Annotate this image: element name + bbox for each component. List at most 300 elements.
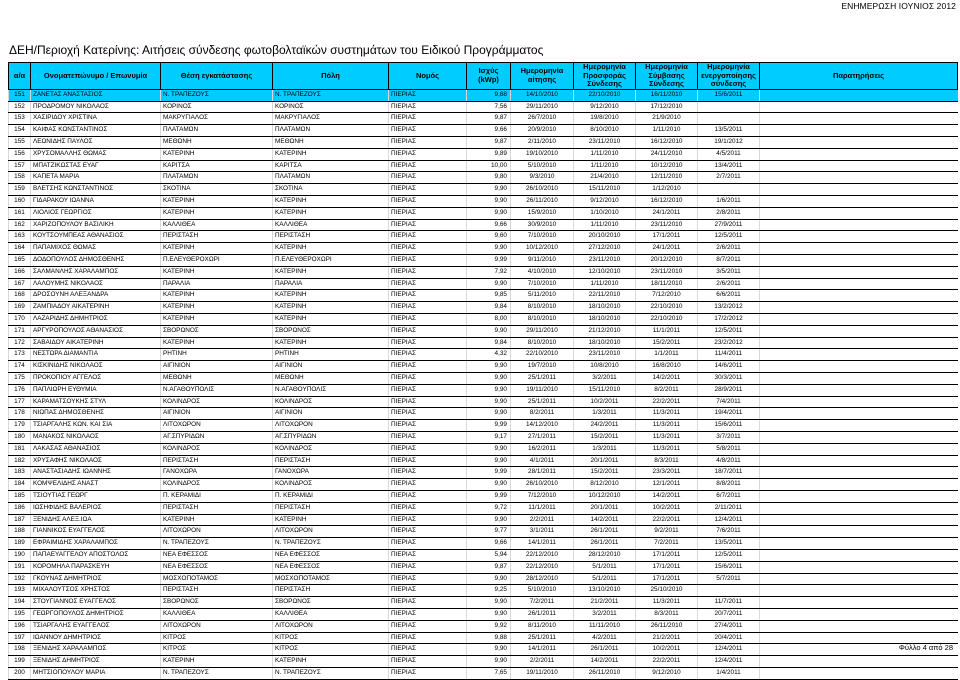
cell-power: 9,89 [467, 148, 511, 160]
cell-app-date: 14/10/2010 [511, 89, 574, 101]
cell-app-date: 5/11/2010 [511, 290, 574, 302]
cell-prefecture: ΠΙΕΡΙΑΣ [389, 467, 467, 479]
cell-power: 9,90 [467, 597, 511, 609]
cell-notes [760, 573, 958, 585]
cell-notes [760, 597, 958, 609]
cell-notes [760, 125, 958, 137]
cell-name: ΝΕΣΤΩΡΑ ΔΙΑΜΑΝΤΙΑ [31, 349, 161, 361]
header-aa: α/α [9, 63, 31, 90]
cell-location: ΚΑΤΕΡΙΝΗ [161, 337, 273, 349]
cell-prefecture: ΠΙΕΡΙΑΣ [389, 337, 467, 349]
header-contract-date: Ημερομηνία Σύμβασης Σύνδεσης [636, 63, 698, 90]
cell-power: 9,80 [467, 172, 511, 184]
cell-location: ΜΕΘΩΝΗ [161, 373, 273, 385]
cell-activation-date: 27/4/2011 [698, 620, 760, 632]
cell-location: ΚΑΛΛΙΘΕΑ [161, 608, 273, 620]
table-row [9, 207, 958, 219]
cell-power: 9,99 [467, 490, 511, 502]
cell-location: ΚΑΤΕΡΙΝΗ [161, 207, 273, 219]
cell-prefecture: ΠΙΕΡΙΑΣ [389, 137, 467, 149]
cell-notes [760, 479, 958, 491]
cell-location: ΑΙΓΙΝΙΟΝ [161, 361, 273, 373]
table-row [9, 479, 958, 491]
cell-activation-date: 13/2/2012 [698, 302, 760, 314]
cell-city: ΚΙΤΡΟΣ [273, 632, 389, 644]
header-location: Θέση εγκατάστασης [161, 63, 273, 90]
cell-power: 9,90 [467, 408, 511, 420]
cell-contract-date: 22/2/2011 [636, 656, 698, 668]
cell-activation-date: 6/6/2011 [698, 290, 760, 302]
cell-app-date: 3/1/2011 [511, 526, 574, 538]
cell-power: 9,17 [467, 431, 511, 443]
cell-prefecture: ΠΙΕΡΙΑΣ [389, 396, 467, 408]
table-row [9, 597, 958, 609]
cell-app-date: 8/10/2010 [511, 314, 574, 326]
cell-activation-date [698, 585, 760, 597]
cell-name: ΞΕΝΙΔΗΣ ΔΗΜΗΤΡΙΟΣ [31, 656, 161, 668]
cell-notes [760, 549, 958, 561]
cell-notes [760, 538, 958, 550]
cell-prefecture: ΠΙΕΡΙΑΣ [389, 549, 467, 561]
table-row [9, 101, 958, 113]
table-row [9, 408, 958, 420]
cell-location: ΠΕΡΙΣΤΑΣΗ [161, 231, 273, 243]
cell-offer-date: 9/12/2010 [574, 101, 636, 113]
cell-contract-date: 8/3/2011 [636, 608, 698, 620]
header-notes: Παρατηρήσεις [760, 63, 958, 90]
cell-app-date: 28/1/2011 [511, 467, 574, 479]
cell-aa: 163 [9, 231, 31, 243]
cell-offer-date: 9/12/2010 [574, 196, 636, 208]
cell-location: ΑΓ.ΣΠΥΡΙΔΩΝ [161, 431, 273, 443]
cell-name: ΚΟΥΤΣΟΥΜΠΕΑΣ ΑΘΑΝΑΣΙΟΣ [31, 231, 161, 243]
cell-location: ΣΒΟΡΩΝΟΣ [161, 325, 273, 337]
cell-contract-date: 20/12/2010 [636, 255, 698, 267]
table-row [9, 337, 958, 349]
cell-contract-date: 21/2/2011 [636, 632, 698, 644]
cell-name: ΚΙΣΚΙΝΙΔΗΣ ΝΙΚΟΛΑΟΣ [31, 361, 161, 373]
table-row [9, 632, 958, 644]
cell-app-date: 29/11/2010 [511, 325, 574, 337]
cell-app-date: 22/10/2010 [511, 349, 574, 361]
cell-offer-date: 20/1/2011 [574, 502, 636, 514]
table-row [9, 184, 958, 196]
cell-contract-date: 12/11/2010 [636, 172, 698, 184]
cell-aa: 160 [9, 196, 31, 208]
cell-offer-date: 21/12/2010 [574, 325, 636, 337]
cell-notes [760, 656, 958, 668]
cell-app-date: 5/10/2010 [511, 585, 574, 597]
cell-name: ΛΑΖΑΡΙΔΗΣ ΔΗΜΗΤΡΙΟΣ [31, 314, 161, 326]
cell-notes [760, 361, 958, 373]
cell-city: Ν.ΑΓΑΘΟΥΠΟΛΙΣ [273, 384, 389, 396]
cell-offer-date: 12/10/2010 [574, 266, 636, 278]
cell-activation-date: 11/7/2011 [698, 597, 760, 609]
cell-aa: 195 [9, 608, 31, 620]
cell-offer-date: 24/2/2011 [574, 420, 636, 432]
cell-contract-date: 22/2/2011 [636, 396, 698, 408]
table-row [9, 314, 958, 326]
cell-name: ΤΣΙΟΥΤΙΑΣ ΓΕΩΡΓ [31, 490, 161, 502]
cell-contract-date: 8/2/2011 [636, 384, 698, 396]
cell-app-date: 26/10/2010 [511, 479, 574, 491]
cell-activation-date: 4/8/2011 [698, 455, 760, 467]
cell-aa: 156 [9, 148, 31, 160]
cell-location: ΚΑΤΕΡΙΝΗ [161, 514, 273, 526]
cell-aa: 158 [9, 172, 31, 184]
cell-app-date: 7/2/2011 [511, 597, 574, 609]
cell-notes [760, 231, 958, 243]
cell-notes [760, 420, 958, 432]
cell-offer-date: 1/11/2010 [574, 278, 636, 290]
header-app-date: Ημερομηνία αίτησης [511, 63, 574, 90]
cell-aa: 188 [9, 526, 31, 538]
cell-city: ΛΙΤΟΧΩΡΟΝ [273, 526, 389, 538]
cell-prefecture: ΠΙΕΡΙΑΣ [389, 255, 467, 267]
cell-city: ΚΑΤΕΡΙΝΗ [273, 207, 389, 219]
cell-power: 9,66 [467, 125, 511, 137]
cell-location: Ν.ΑΓΑΘΟΥΠΟΛΙΣ [161, 384, 273, 396]
cell-location: ΠΛΑΤΑΜΩΝ [161, 125, 273, 137]
cell-prefecture: ΠΙΕΡΙΑΣ [389, 89, 467, 101]
cell-activation-date: 3/7/2011 [698, 431, 760, 443]
cell-aa: 193 [9, 585, 31, 597]
cell-power: 5,94 [467, 549, 511, 561]
cell-name: ΣΑΛΜΑΝΛΗΣ ΧΑΡΑΛΑΜΠΟΣ [31, 266, 161, 278]
cell-contract-date: 16/11/2010 [636, 89, 698, 101]
cell-prefecture: ΠΙΕΡΙΑΣ [389, 597, 467, 609]
cell-aa: 181 [9, 443, 31, 455]
cell-contract-date: 23/11/2010 [636, 266, 698, 278]
cell-prefecture: ΠΙΕΡΙΑΣ [389, 408, 467, 420]
cell-location: ΚΙΤΡΟΣ [161, 644, 273, 656]
table-row [9, 89, 958, 101]
cell-name: ΤΣΙΑΡΓΑΛΗΣ ΚΩΝ. ΚΑΙ ΣΙΑ [31, 420, 161, 432]
cell-city: ΚΑΛΛΙΘΕΑ [273, 219, 389, 231]
cell-notes [760, 502, 958, 514]
cell-notes [760, 255, 958, 267]
cell-city: ΠΕΡΙΣΤΑΣΗ [273, 231, 389, 243]
cell-name: ΑΡΓΥΡΟΠΟΥΛΟΣ ΑΘΑΝΑΣΙΟΣ [31, 325, 161, 337]
cell-aa: 167 [9, 278, 31, 290]
cell-location: ΝΕΑ ΕΦΕΣΣΟΣ [161, 549, 273, 561]
cell-city: Π.ΕΛΕΥΘΕΡΟΧΩΡΙ [273, 255, 389, 267]
cell-app-date: 30/9/2010 [511, 219, 574, 231]
cell-power: 9,90 [467, 243, 511, 255]
cell-prefecture: ΠΙΕΡΙΑΣ [389, 479, 467, 491]
cell-offer-date: 15/2/2011 [574, 467, 636, 479]
table-row [9, 667, 958, 679]
cell-contract-date: 24/1/2011 [636, 207, 698, 219]
cell-power: 9,87 [467, 137, 511, 149]
cell-notes [760, 526, 958, 538]
cell-city: Ν. ΤΡΑΠΕΖΟΥΣ [273, 667, 389, 679]
cell-location: ΜΟΣΧΟΠΟΤΑΜΟΣ [161, 573, 273, 585]
cell-power: 9,90 [467, 325, 511, 337]
table-row [9, 573, 958, 585]
cell-city: ΚΟΡΙΝΟΣ [273, 101, 389, 113]
cell-city: ΠΑΡΑΛΙΑ [273, 278, 389, 290]
cell-aa: 171 [9, 325, 31, 337]
cell-activation-date: 1/6/2011 [698, 196, 760, 208]
table-row [9, 455, 958, 467]
cell-notes [760, 101, 958, 113]
cell-activation-date: 12/4/2011 [698, 656, 760, 668]
cell-prefecture: ΠΙΕΡΙΑΣ [389, 514, 467, 526]
cell-aa: 155 [9, 137, 31, 149]
cell-location: ΚΟΡΙΝΟΣ [161, 101, 273, 113]
cell-power: 9,60 [467, 231, 511, 243]
cell-prefecture: ΠΙΕΡΙΑΣ [389, 172, 467, 184]
cell-location: ΠΕΡΙΣΤΑΣΗ [161, 585, 273, 597]
cell-prefecture: ΠΙΕΡΙΑΣ [389, 526, 467, 538]
cell-activation-date: 30/3/2011 [698, 373, 760, 385]
cell-name: ΚΟΜΨΕΛΙΔΗΣ ΑΝΑΣΤ [31, 479, 161, 491]
cell-activation-date: 20/7/2011 [698, 608, 760, 620]
cell-prefecture: ΠΙΕΡΙΑΣ [389, 160, 467, 172]
cell-contract-date: 11/3/2011 [636, 408, 698, 420]
table-row [9, 384, 958, 396]
table-row [9, 538, 958, 550]
table-row [9, 420, 958, 432]
cell-city: ΚΟΛΙΝΔΡΟΣ [273, 396, 389, 408]
cell-city: ΚΑΤΕΡΙΝΗ [273, 314, 389, 326]
cell-app-date: 9/3/2010 [511, 172, 574, 184]
cell-contract-date: 25/10/2010 [636, 585, 698, 597]
cell-power: 9,90 [467, 184, 511, 196]
cell-location: ΓΑΝΟΧΩΡΑ [161, 467, 273, 479]
cell-name: ΧΡΥΣΑΦΗΣ ΝΙΚΟΛΑΟΣ [31, 455, 161, 467]
cell-name: ΝΙΩΠΑΣ ΔΗΜΟΣΘΕΝΗΣ [31, 408, 161, 420]
cell-aa: 187 [9, 514, 31, 526]
cell-city: ΠΛΑΤΑΜΩΝ [273, 125, 389, 137]
table-row [9, 396, 958, 408]
cell-activation-date: 3/5/2011 [698, 266, 760, 278]
cell-name: ΓΙΔΑΡΑΚΟΥ ΙΩΑΝΝΑ [31, 196, 161, 208]
cell-notes [760, 137, 958, 149]
table-row [9, 148, 958, 160]
cell-city: ΠΕΡΙΣΤΑΣΗ [273, 502, 389, 514]
cell-location: ΠΛΑΤΑΜΩΝ [161, 172, 273, 184]
cell-notes [760, 243, 958, 255]
cell-prefecture: ΠΙΕΡΙΑΣ [389, 561, 467, 573]
cell-city: ΚΑΤΕΡΙΝΗ [273, 196, 389, 208]
cell-contract-date: 22/10/2010 [636, 302, 698, 314]
table-row [9, 137, 958, 149]
cell-city: ΜΑΚΡΥΓΙΑΛΟΣ [273, 113, 389, 125]
cell-prefecture: ΠΙΕΡΙΑΣ [389, 231, 467, 243]
cell-notes [760, 384, 958, 396]
cell-aa: 177 [9, 396, 31, 408]
cell-activation-date: 15/6/2011 [698, 89, 760, 101]
cell-name: ΛΑΛΟΥΜΗΣ ΝΙΚΟΛΑΟΣ [31, 278, 161, 290]
cell-app-date: 14/12/2010 [511, 420, 574, 432]
cell-app-date: 26/11/2010 [511, 196, 574, 208]
cell-prefecture: ΠΙΕΡΙΑΣ [389, 431, 467, 443]
table-body [9, 89, 958, 679]
cell-location: ΡΗΤΙΝΗ [161, 349, 273, 361]
cell-name: ΜΗΤΣΙΟΠΟΥΛΟΥ ΜΑΡΙΑ [31, 667, 161, 679]
cell-aa: 183 [9, 467, 31, 479]
cell-prefecture: ΠΙΕΡΙΑΣ [389, 101, 467, 113]
cell-notes [760, 408, 958, 420]
cell-activation-date: 27/9/2011 [698, 219, 760, 231]
cell-app-date: 29/11/2010 [511, 101, 574, 113]
table-row [9, 431, 958, 443]
cell-prefecture: ΠΙΕΡΙΑΣ [389, 585, 467, 597]
cell-contract-date: 1/1/2011 [636, 349, 698, 361]
cell-contract-date: 8/3/2011 [636, 455, 698, 467]
cell-notes [760, 608, 958, 620]
cell-offer-date: 18/10/2010 [574, 337, 636, 349]
cell-contract-date: 17/1/2011 [636, 231, 698, 243]
cell-notes [760, 290, 958, 302]
cell-offer-date: 3/2/2011 [574, 608, 636, 620]
cell-prefecture: ΠΙΕΡΙΑΣ [389, 314, 467, 326]
cell-location: ΚΟΛΙΝΔΡΟΣ [161, 479, 273, 491]
cell-city: ΛΙΤΟΧΩΡΟΝ [273, 420, 389, 432]
cell-activation-date: 12/4/2011 [698, 514, 760, 526]
cell-name: ΓΕΩΡΓΟΠΟΥΛΟΣ ΔΗΜΗΤΡΙΟΣ [31, 608, 161, 620]
table-row [9, 361, 958, 373]
cell-app-date: 22/12/2010 [511, 561, 574, 573]
cell-offer-date: 22/10/2010 [574, 89, 636, 101]
cell-aa: 170 [9, 314, 31, 326]
cell-activation-date: 12/5/2011 [698, 549, 760, 561]
cell-notes [760, 207, 958, 219]
cell-aa: 173 [9, 349, 31, 361]
table-row [9, 125, 958, 137]
table-row [9, 490, 958, 502]
cell-power: 9,66 [467, 219, 511, 231]
cell-aa: 169 [9, 302, 31, 314]
table-row [9, 231, 958, 243]
cell-app-date: 19/10/2010 [511, 148, 574, 160]
cell-notes [760, 113, 958, 125]
page-title: ΔΕΗ/Περιοχή Κατερίνης: Αιτήσεις σύνδεσης φωτοβολταϊκών συστημάτων του Ειδικού Προγράμματος [9, 43, 544, 57]
cell-prefecture: ΠΙΕΡΙΑΣ [389, 113, 467, 125]
cell-aa: 199 [9, 656, 31, 668]
cell-app-date: 8/11/2010 [511, 620, 574, 632]
cell-prefecture: ΠΙΕΡΙΑΣ [389, 207, 467, 219]
cell-power: 9,90 [467, 361, 511, 373]
cell-notes [760, 219, 958, 231]
cell-app-date: 25/1/2011 [511, 396, 574, 408]
cell-app-date: 20/9/2010 [511, 125, 574, 137]
table-row [9, 656, 958, 668]
cell-power: 9,90 [467, 207, 511, 219]
cell-app-date: 9/11/2010 [511, 255, 574, 267]
cell-prefecture: ΠΙΕΡΙΑΣ [389, 455, 467, 467]
cell-app-date: 4/10/2010 [511, 266, 574, 278]
cell-notes [760, 585, 958, 597]
cell-power: 9,90 [467, 479, 511, 491]
cell-location: ΛΙΤΟΧΩΡΟΝ [161, 620, 273, 632]
cell-activation-date: 8/7/2011 [698, 255, 760, 267]
cell-offer-date: 8/12/2010 [574, 479, 636, 491]
cell-app-date: 22/12/2010 [511, 549, 574, 561]
cell-offer-date: 28/12/2010 [574, 549, 636, 561]
cell-contract-date: 10/12/2010 [636, 160, 698, 172]
cell-location: Ν. ΤΡΑΠΕΖΟΥΣ [161, 89, 273, 101]
cell-prefecture: ΠΙΕΡΙΑΣ [389, 620, 467, 632]
cell-prefecture: ΠΙΕΡΙΑΣ [389, 656, 467, 668]
table-row [9, 196, 958, 208]
cell-contract-date: 26/11/2010 [636, 620, 698, 632]
cell-offer-date: 23/11/2010 [574, 349, 636, 361]
cell-offer-date: 27/12/2010 [574, 243, 636, 255]
cell-prefecture: ΠΙΕΡΙΑΣ [389, 243, 467, 255]
table-row [9, 514, 958, 526]
cell-notes [760, 396, 958, 408]
cell-name: ΚΑΡΑΜΑΤΣΟΥΚΗΣ ΣΤΥΛ [31, 396, 161, 408]
cell-power: 9,68 [467, 89, 511, 101]
cell-city: ΚΑΤΕΡΙΝΗ [273, 337, 389, 349]
cell-app-date: 4/1/2011 [511, 455, 574, 467]
table-row [9, 467, 958, 479]
cell-aa: 197 [9, 632, 31, 644]
cell-app-date: 19/11/2010 [511, 384, 574, 396]
cell-name: ΓΚΟΥΝΑΣ ΔΗΜΗΤΡΙΟΣ [31, 573, 161, 585]
cell-activation-date: 20/4/2011 [698, 632, 760, 644]
cell-city: ΜΕΘΩΝΗ [273, 373, 389, 385]
cell-location: Π.ΕΛΕΥΘΕΡΟΧΩΡΙ [161, 255, 273, 267]
cell-prefecture: ΠΙΕΡΙΑΣ [389, 302, 467, 314]
cell-power: 9,90 [467, 573, 511, 585]
cell-city: ΚΟΛΙΝΔΡΟΣ [273, 443, 389, 455]
cell-contract-date: 11/3/2011 [636, 420, 698, 432]
cell-aa: 168 [9, 290, 31, 302]
cell-notes [760, 349, 958, 361]
cell-name: ΖΑΝΕΤΑΣ ΑΝΑΣΤΑΣΙΟΣ [31, 89, 161, 101]
cell-name: ΚΟΡΟΜΗΛΑ ΠΑΡΑΣΚΕΥΗ [31, 561, 161, 573]
cell-app-date: 8/10/2010 [511, 337, 574, 349]
cell-aa: 153 [9, 113, 31, 125]
cell-contract-date: 11/3/2011 [636, 443, 698, 455]
cell-offer-date: 19/8/2010 [574, 113, 636, 125]
table-row [9, 585, 958, 597]
cell-aa: 185 [9, 490, 31, 502]
cell-activation-date: 2/7/2011 [698, 172, 760, 184]
cell-notes [760, 620, 958, 632]
cell-city: ΚΑΤΕΡΙΝΗ [273, 656, 389, 668]
cell-location: ΣΚΟΤΙΝΑ [161, 184, 273, 196]
cell-power: 9,90 [467, 608, 511, 620]
cell-power: 8,00 [467, 314, 511, 326]
cell-app-date: 2/2/2011 [511, 514, 574, 526]
cell-contract-date: 10/2/2011 [636, 502, 698, 514]
cell-city: ΠΕΡΙΣΤΑΣΗ [273, 585, 389, 597]
cell-offer-date: 20/10/2010 [574, 231, 636, 243]
cell-name: ΙΩΑΝΝΟΥ ΔΗΜΗΤΡΙΟΣ [31, 632, 161, 644]
cell-notes [760, 302, 958, 314]
cell-aa: 189 [9, 538, 31, 550]
cell-aa: 152 [9, 101, 31, 113]
cell-location: ΚΑΤΕΡΙΝΗ [161, 196, 273, 208]
cell-city: ΚΑΤΕΡΙΝΗ [273, 266, 389, 278]
cell-offer-date: 26/1/2011 [574, 538, 636, 550]
table-row [9, 608, 958, 620]
cell-app-date: 11/1/2011 [511, 502, 574, 514]
cell-offer-date: 26/11/2010 [574, 667, 636, 679]
cell-app-date: 26/7/2010 [511, 113, 574, 125]
cell-name: ΞΕΝΙΔΗΣ ΧΑΡΑΛΑΜΠΟΣ [31, 644, 161, 656]
cell-aa: 182 [9, 455, 31, 467]
cell-offer-date: 15/2/2011 [574, 431, 636, 443]
cell-city: Π. ΚΕΡΑΜΙΔΙ [273, 490, 389, 502]
cell-offer-date: 26/1/2011 [574, 526, 636, 538]
cell-name: ΒΛΕΤΣΗΣ ΚΩΝΣΤΑΝΤΙΝΟΣ [31, 184, 161, 196]
